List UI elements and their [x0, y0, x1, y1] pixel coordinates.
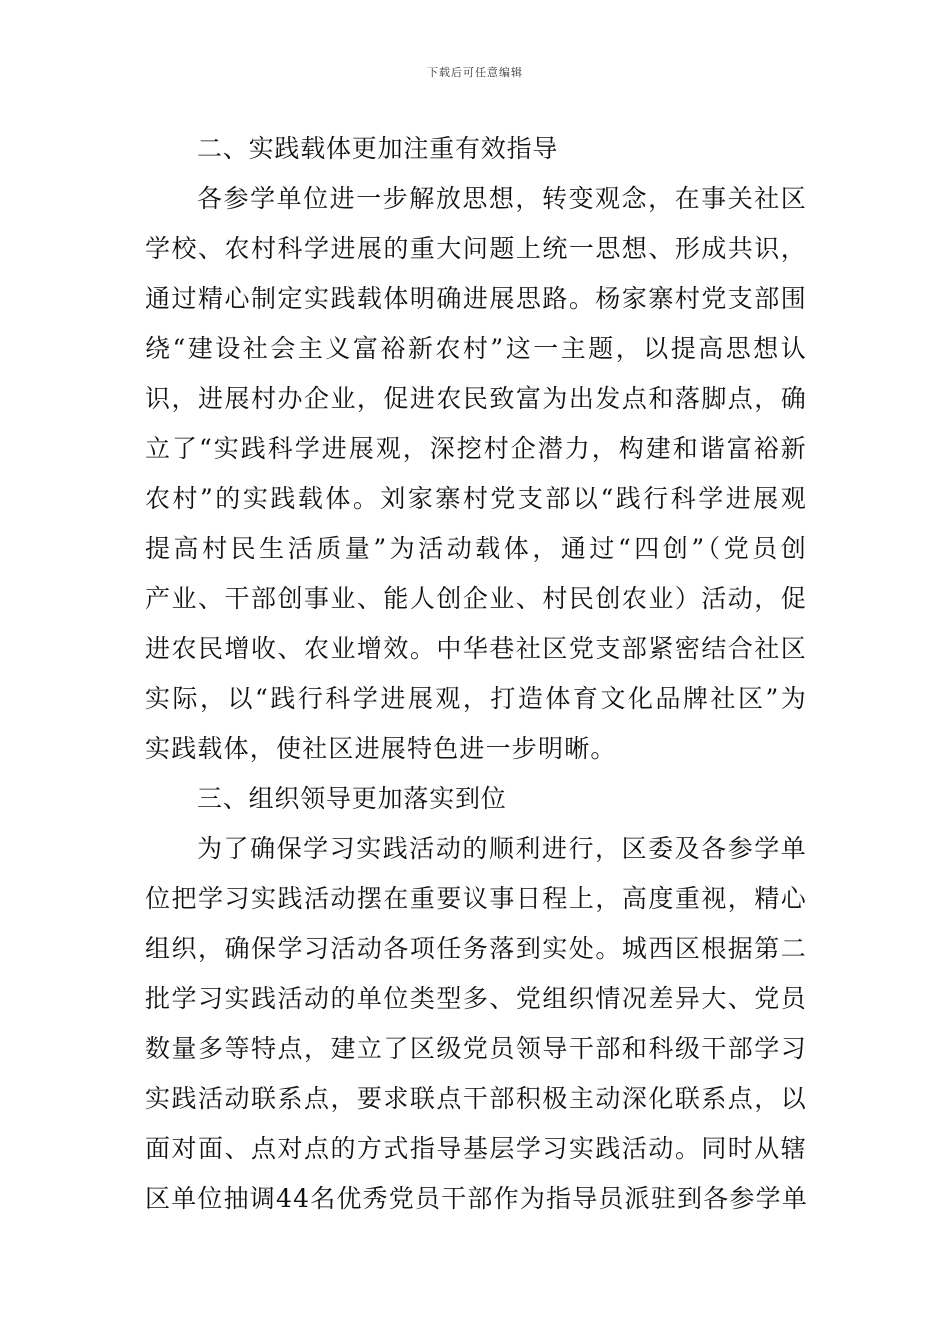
paragraph-line: 位把学习实践活动摆在重要议事日程上，高度重视，精心 [145, 884, 807, 913]
paragraph-line: 识，进展村办企业，促进农民致富为出发点和落脚点，确 [145, 384, 807, 413]
paragraph-section-2 [145, 174, 807, 774]
header-note: 下载后可任意编辑 [427, 66, 523, 79]
paragraph-line: 数量多等特点，建立了区级党员领导干部和科级干部学习 [145, 1034, 807, 1063]
paragraph-line: 提高村民生活质量”为活动载体，通过“四创”（党员创 [145, 534, 807, 563]
paragraph-line: 立了“实践科学进展观，深挖村企潜力，构建和谐富裕新 [145, 434, 807, 463]
paragraph-line: 面对面、点对点的方式指导基层学习实践活动。同时从辖 [145, 1134, 807, 1163]
document-body [145, 124, 807, 1224]
paragraph-line: 为了确保学习实践活动的顺利进行，区委及各参学单 [197, 834, 807, 863]
paragraph-line: 组织，确保学习活动各项任务落到实处。城西区根据第二 [145, 934, 807, 963]
section-heading-3: 三、组织领导更加落实到位 [197, 784, 507, 813]
paragraph-line: 绕“建设社会主义富裕新农村”这一主题，以提高思想认 [145, 334, 807, 363]
paragraph-line: 批学习实践活动的单位类型多、党组织情况差异大、党员 [145, 984, 807, 1013]
paragraph-line: 农村”的实践载体。刘家寨村党支部以“践行科学进展观 [145, 484, 807, 513]
paragraph-line: 实践活动联系点，要求联点干部积极主动深化联系点，以 [145, 1084, 807, 1113]
paragraph-line: 实践载体，使社区进展特色进一步明晰。 [145, 734, 617, 763]
paragraph-line: 学校、农村科学进展的重大问题上统一思想、形成共识， [145, 234, 807, 263]
paragraph-line: 各参学单位进一步解放思想，转变观念，在事关社区 [197, 184, 807, 213]
paragraph-line: 产业、干部创事业、能人创企业、村民创农业）活动，促 [145, 584, 807, 613]
paragraph-line: 区单位抽调44名优秀党员干部作为指导员派驻到各参学单 [145, 1184, 809, 1213]
paragraph-line: 进农民增收、农业增效。中华巷社区党支部紧密结合社区 [145, 634, 807, 663]
paragraph-line: 实际，以“践行科学进展观，打造体育文化品牌社区”为 [145, 684, 807, 713]
section-heading-2: 二、实践载体更加注重有效指导 [197, 134, 559, 163]
paragraph-line: 通过精心制定实践载体明确进展思路。杨家寨村党支部围 [145, 284, 807, 313]
paragraph-section-3 [145, 824, 807, 1224]
